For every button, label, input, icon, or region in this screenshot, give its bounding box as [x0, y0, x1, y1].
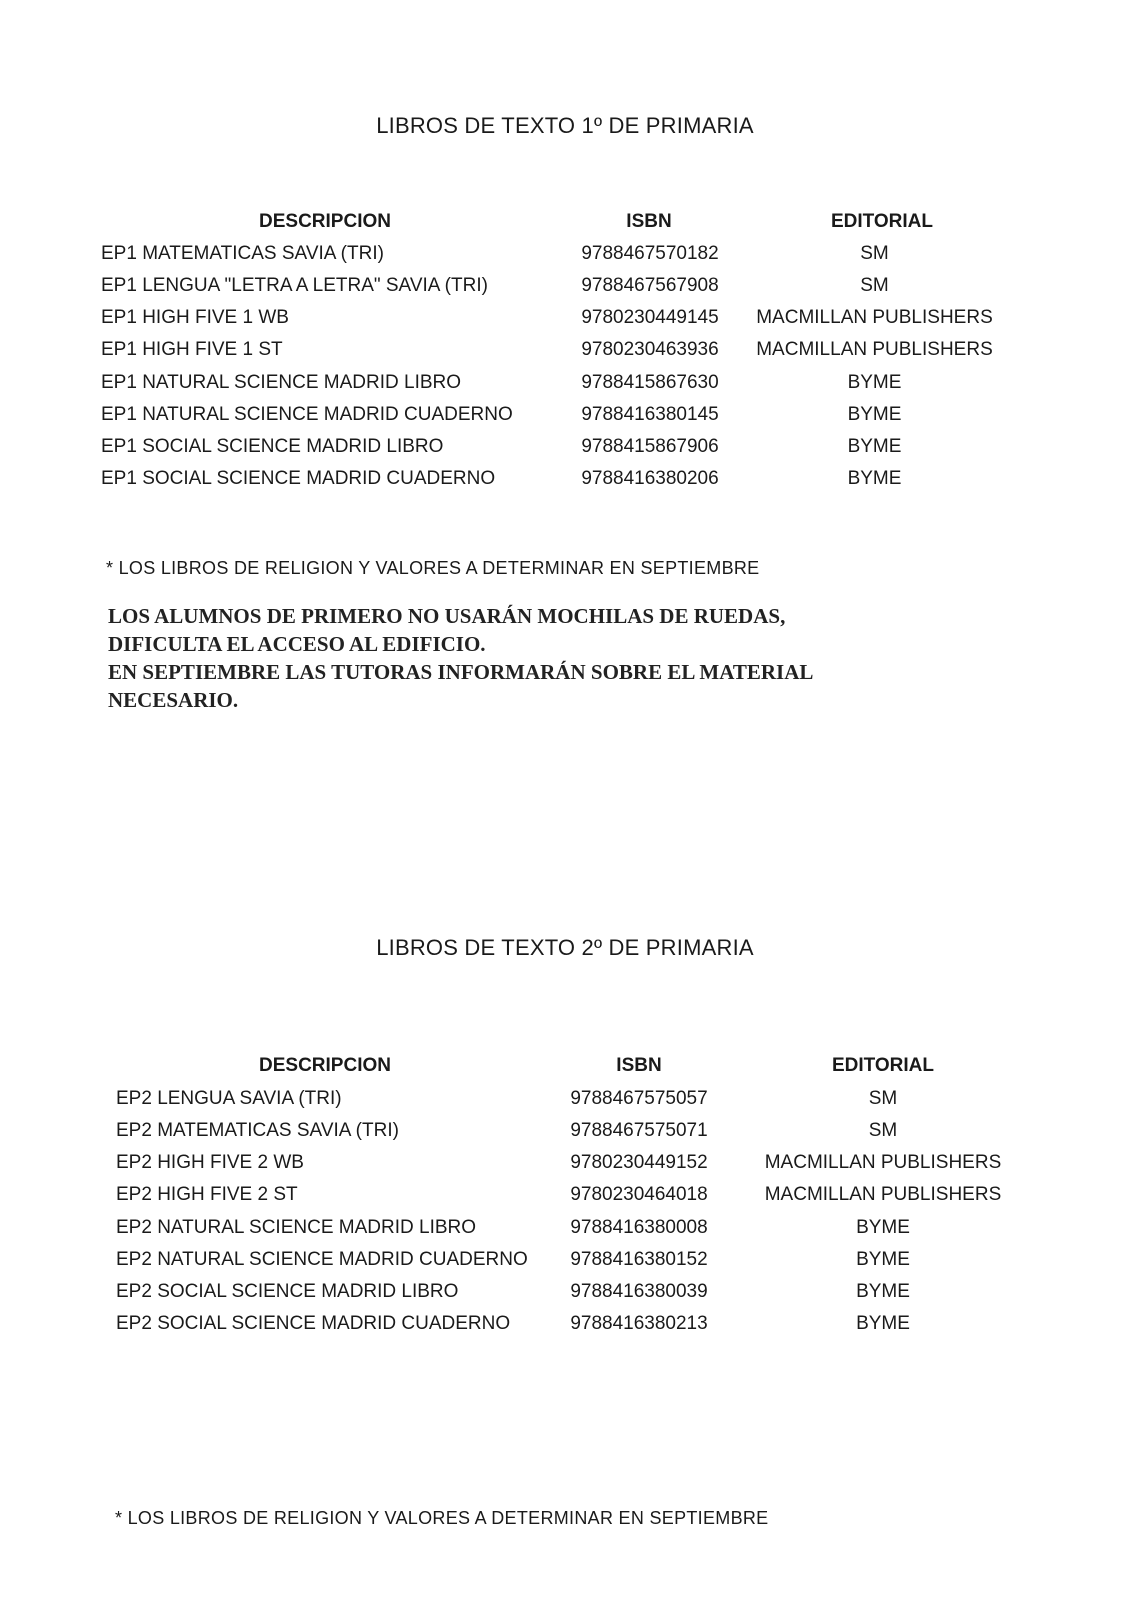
- table-row-isbn: 9788416380145: [581, 404, 719, 425]
- table-row-isbn: 9788416380039: [570, 1281, 708, 1302]
- notice-line: NECESARIO.: [108, 688, 239, 712]
- table-row-desc: EP1 HIGH FIVE 1 WB: [101, 307, 289, 328]
- table-row-desc: EP2 SOCIAL SCIENCE MADRID LIBRO: [116, 1281, 459, 1302]
- table-row-editorial: SM: [860, 275, 889, 296]
- table-row-desc: EP2 HIGH FIVE 2 WB: [116, 1152, 304, 1173]
- table-row-isbn: 9788467575057: [570, 1088, 708, 1109]
- header-editorial: EDITORIAL: [830, 211, 934, 232]
- notice-block: [108, 602, 813, 714]
- table-row-editorial: BYME: [856, 1313, 910, 1334]
- table-row-editorial: BYME: [847, 436, 902, 457]
- table-row-isbn: 9780230463936: [581, 339, 719, 360]
- table-row-editorial: BYME: [847, 372, 902, 393]
- table-row-isbn: 9788467567908: [581, 275, 719, 296]
- table-row-isbn: 9788467575071: [570, 1120, 708, 1141]
- table-row-desc: EP2 NATURAL SCIENCE MADRID CUADERNO: [116, 1249, 528, 1270]
- table-row-editorial: SM: [860, 243, 889, 264]
- table-row-desc: EP1 SOCIAL SCIENCE MADRID CUADERNO: [101, 468, 496, 489]
- table-row-desc: EP2 MATEMATICAS SAVIA (TRI): [116, 1120, 399, 1141]
- table-row-isbn: 9788415867906: [581, 436, 719, 457]
- table-row-editorial: BYME: [856, 1249, 910, 1270]
- header-descripcion: DESCRIPCION: [259, 1055, 391, 1076]
- notice-line: LOS ALUMNOS DE PRIMERO NO USARÁN MOCHILAS DE RUEDAS,: [108, 604, 786, 628]
- header-isbn: ISBN: [616, 1055, 662, 1076]
- religion-note: * LOS LIBROS DE RELIGION Y VALORES A DETERMINAR EN SEPTIEMBRE: [106, 558, 760, 578]
- table-row-desc: EP1 NATURAL SCIENCE MADRID LIBRO: [101, 372, 462, 393]
- religion-note: * LOS LIBROS DE RELIGION Y VALORES A DETERMINAR EN SEPTIEMBRE: [115, 1508, 769, 1528]
- table-row-desc: EP2 HIGH FIVE 2 ST: [116, 1184, 298, 1205]
- table-row-isbn: 9788416380206: [581, 468, 719, 489]
- table-row-desc: EP1 LENGUA "LETRA A LETRA" SAVIA (TRI): [101, 275, 488, 296]
- table-row-isbn: 9788416380008: [570, 1217, 708, 1238]
- section2-title: LIBROS DE TEXTO 2º DE PRIMARIA: [376, 935, 754, 960]
- table-row-editorial: MACMILLAN PUBLISHERS: [756, 307, 993, 328]
- table-row-editorial: MACMILLAN PUBLISHERS: [764, 1152, 1002, 1173]
- table-row-isbn: 9780230449152: [570, 1152, 708, 1173]
- table-row-isbn: 9788416380152: [570, 1249, 708, 1270]
- table-row-desc: EP2 NATURAL SCIENCE MADRID LIBRO: [116, 1217, 477, 1238]
- notice-line: DIFICULTA EL ACCESO AL EDIFICIO.: [108, 632, 486, 656]
- table-row-desc: EP1 HIGH FIVE 1 ST: [101, 339, 283, 360]
- header-descripcion: DESCRIPCION: [259, 211, 391, 232]
- table-row-editorial: SM: [868, 1088, 898, 1109]
- table-row-desc: EP1 NATURAL SCIENCE MADRID CUADERNO: [101, 404, 513, 425]
- table-row-editorial: SM: [868, 1120, 898, 1141]
- table-row-editorial: BYME: [856, 1281, 910, 1302]
- table-row-isbn: 9788415867630: [581, 372, 719, 393]
- table-row-editorial: BYME: [856, 1217, 910, 1238]
- table-row-desc: EP2 SOCIAL SCIENCE MADRID CUADERNO: [116, 1313, 511, 1334]
- header-isbn: ISBN: [626, 211, 672, 232]
- table-row-editorial: MACMILLAN PUBLISHERS: [756, 339, 993, 360]
- table-row-isbn: 9788467570182: [581, 243, 719, 264]
- table-row-editorial: MACMILLAN PUBLISHERS: [764, 1184, 1002, 1205]
- table-row-editorial: BYME: [847, 468, 902, 489]
- header-editorial: EDITORIAL: [831, 1055, 935, 1076]
- table-row-isbn: 9788416380213: [570, 1313, 708, 1334]
- table-row-desc: EP1 MATEMATICAS SAVIA (TRI): [101, 243, 384, 264]
- table-row-desc: EP2 LENGUA SAVIA (TRI): [116, 1088, 342, 1109]
- table-row-desc: EP1 SOCIAL SCIENCE MADRID LIBRO: [101, 436, 444, 457]
- section1-title: LIBROS DE TEXTO 1º DE PRIMARIA: [376, 113, 754, 138]
- table-row-isbn: 9780230449145: [581, 307, 719, 328]
- table-row-isbn: 9780230464018: [570, 1184, 708, 1205]
- table-row-editorial: BYME: [847, 404, 902, 425]
- notice-line: EN SEPTIEMBRE LAS TUTORAS INFORMARÁN SOBRE EL MATERIAL: [108, 660, 814, 684]
